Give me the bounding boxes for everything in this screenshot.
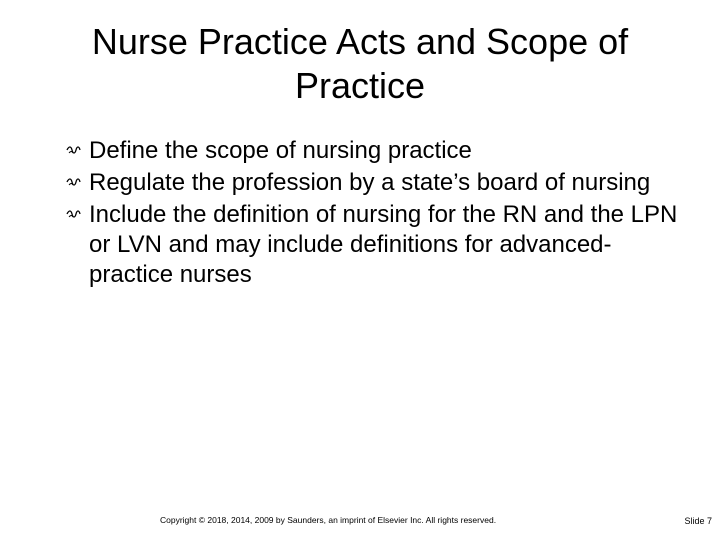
bullet-text: Define the scope of nursing practice (89, 137, 472, 164)
slide-number: Slide 7 (684, 516, 712, 526)
wave-bullet-icon (66, 177, 81, 187)
bullet-text: Regulate the profession by a state’s board of nursing (89, 169, 651, 196)
slide-title: Nurse Practice Acts and Scope of Practice (91, 21, 629, 106)
bullet-item (0, 200, 720, 290)
bullet-item (0, 136, 720, 166)
bullet-text: Include the definition of nursing for the RN and the LPN or LVN and may include definitions for advanced-practice nurses (89, 201, 678, 288)
bullet-list (0, 136, 720, 292)
bullet-item (0, 168, 720, 198)
wave-bullet-icon (66, 145, 81, 155)
wave-bullet-icon (66, 209, 81, 219)
copyright-notice: Copyright © 2018, 2014, 2009 by Saunders, an imprint of Elsevier Inc. All rights reserved. (160, 515, 497, 525)
